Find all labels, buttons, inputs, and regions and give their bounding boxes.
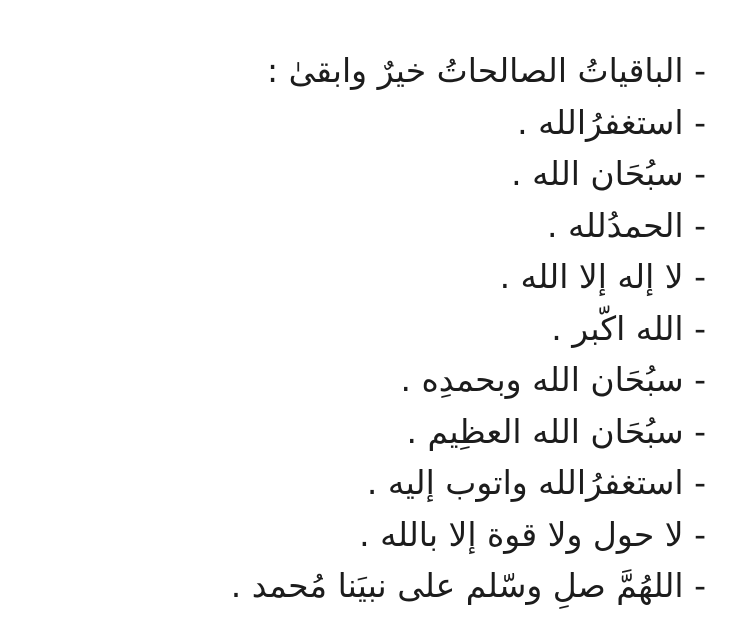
dhikr-list xyxy=(26,45,706,612)
list-item: - الله اكّبر . xyxy=(551,308,706,348)
list-item: - سبُحَان الله العظِيم . xyxy=(406,411,706,451)
list-item: - سبُحَان الله وبحمدِه . xyxy=(400,360,706,399)
list-item: - استغفرُالله واتوب إليه . xyxy=(366,463,706,502)
list-item: - الباقياتُ الصالحاتُ خيرٌ وابقىٰ : xyxy=(267,51,706,90)
list-item: - الحمدُلله . xyxy=(547,205,706,245)
list-item: - لا حول ولا قوة إلا بالله . xyxy=(359,514,706,554)
list-item: - لا إله إلا الله . xyxy=(499,257,706,296)
list-item: - اللهُمَّ صلِ وسّلم على نبيَنا مُحمد . xyxy=(230,566,706,605)
list-item: - استغفرُالله . xyxy=(517,102,706,142)
list-item: - سبُحَان الله . xyxy=(511,154,706,193)
